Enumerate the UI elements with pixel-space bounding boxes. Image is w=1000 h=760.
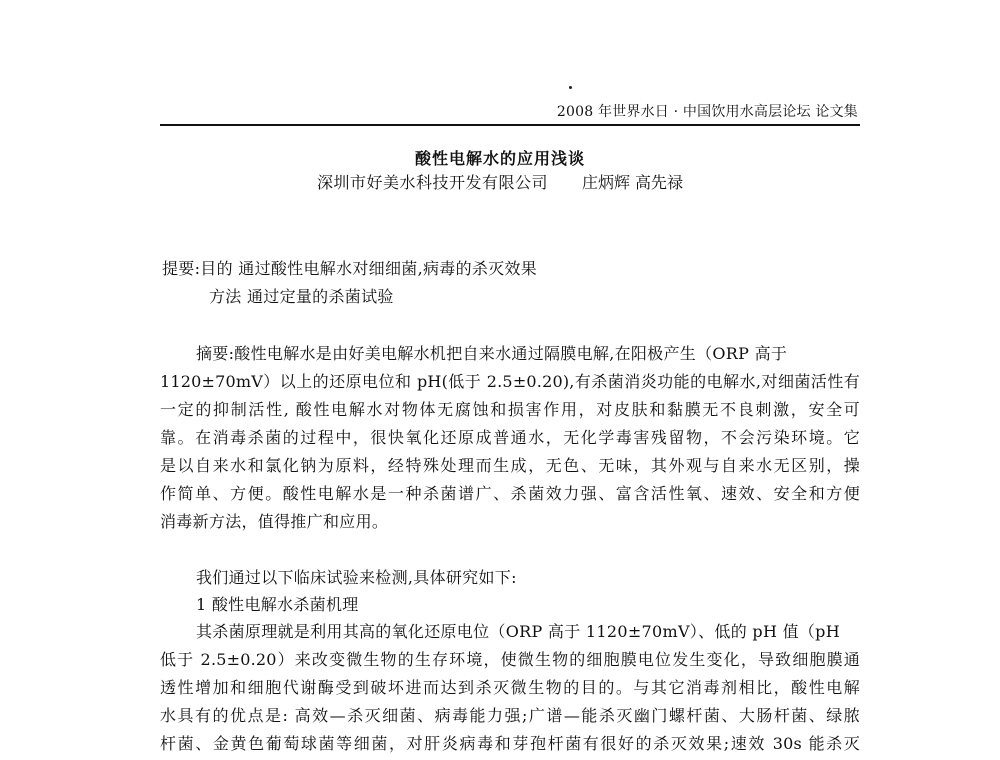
body-line: 杆菌、金黄色葡萄球菌等细菌，对肝炎病毒和芽孢杆菌有很好的杀灭效果;速效 30s 能杀灭	[160, 734, 860, 753]
body-intro: 我们通过以下临床试验来检测,具体研究如下:	[196, 568, 517, 587]
body-line: 低于 2.5±0.20）来改变微生物的生存环境，使微生物的细胞膜电位发生变化，导致细胞膜通	[160, 650, 860, 669]
section-heading: 1 酸性电解水杀菌机理	[196, 595, 359, 614]
scan-speck	[569, 86, 572, 89]
abstract-line: 1120±70mV）以上的还原电位和 pH(低于 2.5±0.20),有杀菌消炎功能的电解水,对细菌活性有	[160, 372, 860, 391]
author-organization: 深圳市好美水科技开发有限公司	[316, 173, 548, 192]
paper-title: 酸性电解水的应用浅谈	[414, 149, 585, 168]
running-header: 2008 年世界水日 · 中国饮用水高层论坛 论文集	[556, 104, 858, 120]
summary-method: 方法 通过定量的杀菌试验	[209, 287, 394, 306]
author-names: 庄炳辉 高先禄	[581, 173, 684, 192]
body-line: 透性增加和细胞代谢酶受到破坏进而达到杀灭微生物的目的。与其它消毒剂相比，酸性电解	[160, 678, 860, 697]
abstract-line: 一定的抑制活性, 酸性电解水对物体无腐蚀和损害作用，对皮肤和黏膜无不良刺激，安全可	[160, 400, 860, 419]
abstract-line: 消毒新方法，值得推广和应用。	[160, 512, 389, 531]
abstract-line: 靠。在消毒杀菌的过程中，很快氧化还原成普通水，无化学毒害残留物，不会污染环境。它	[160, 428, 860, 447]
abstract-line: 是以自来水和氯化钠为原料，经特殊处理而生成，无色、无味，其外观与自来水无区别，操	[160, 456, 860, 475]
author-line	[0, 170, 1000, 193]
summary-purpose: 提要:目的 通过酸性电解水对细细菌,病毒的杀灭效果	[162, 259, 538, 278]
abstract-line: 摘要:酸性电解水是由好美电解水机把自来水通过隔膜电解,在阳极产生（ORP 高于	[196, 344, 788, 363]
body-line: 其杀菌原理就是利用其高的氧化还原电位（ORP 高于 1120±70mV）、低的 pH 值（pH	[196, 622, 840, 641]
abstract-line: 作简单、方便。酸性电解水是一种杀菌谱广、杀菌效力强、富含活性氧、速效、安全和方便	[160, 484, 860, 503]
body-line: 水具有的优点是: 高效—杀灭细菌、病毒能力强;广谱—能杀灭幽门螺杆菌、大肠杆菌、绿脓	[160, 706, 860, 725]
header-rule	[160, 124, 860, 126]
